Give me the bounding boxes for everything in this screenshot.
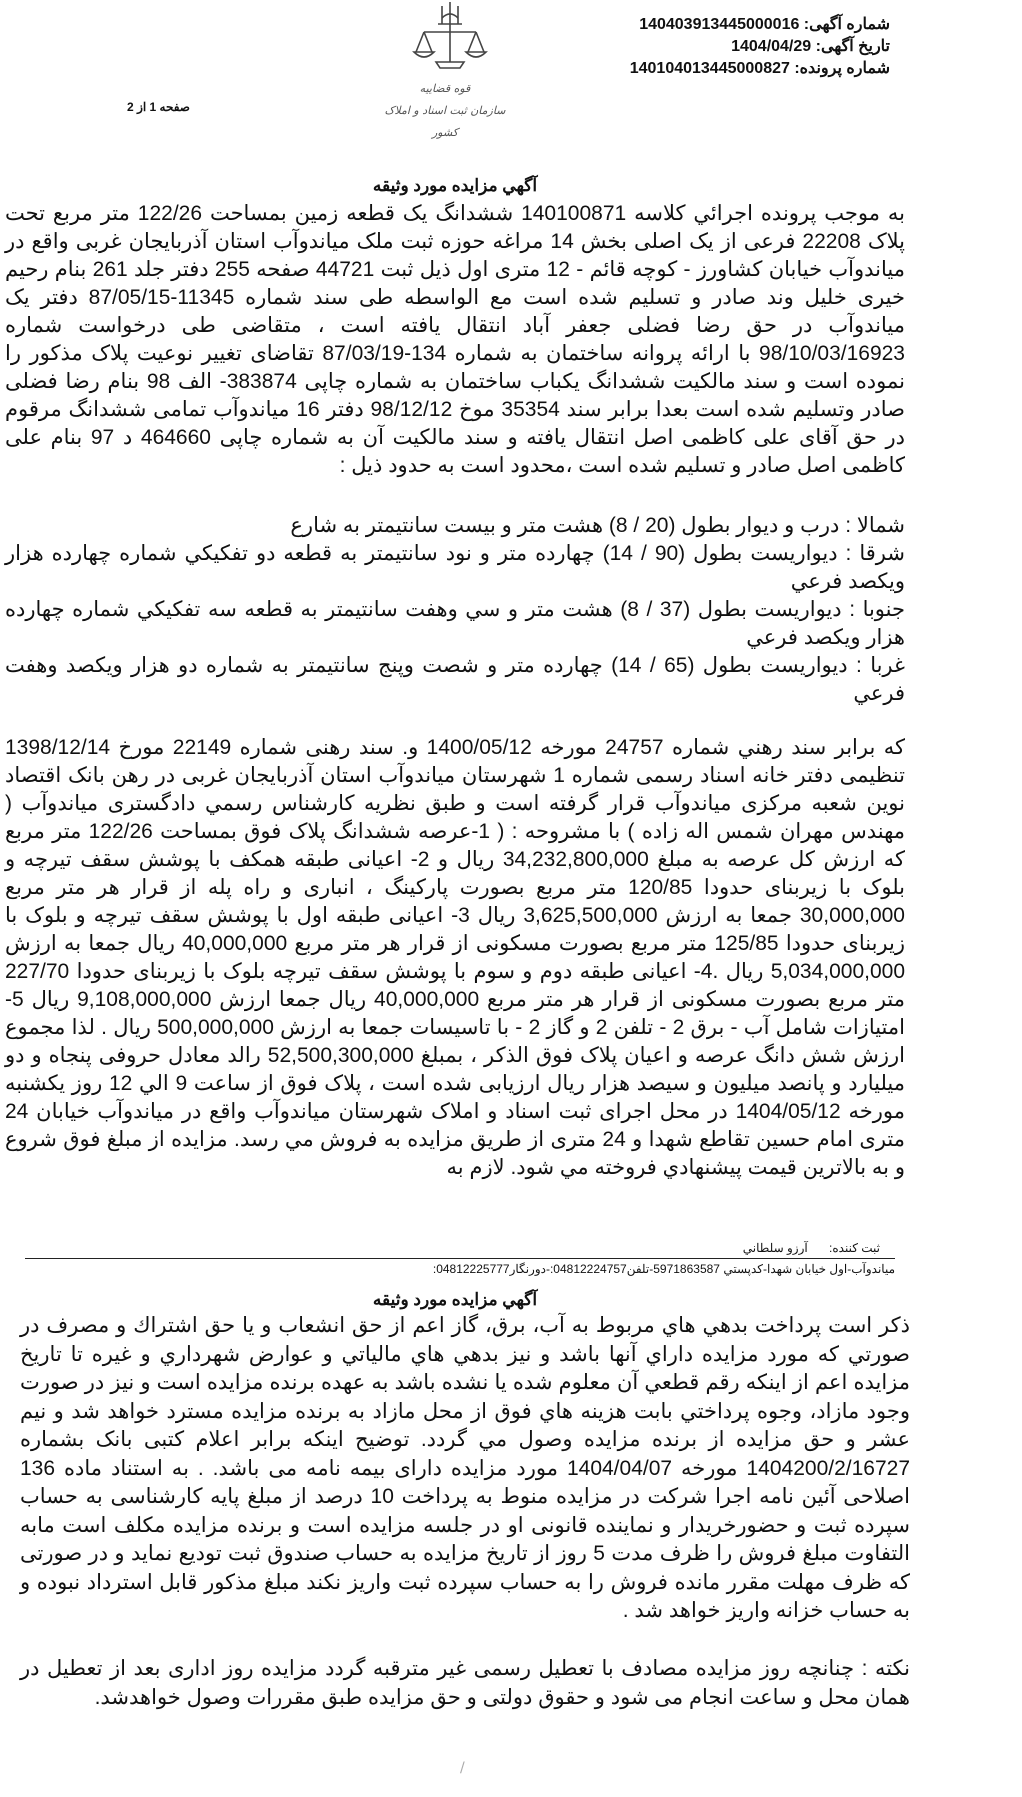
boundary-west: غربا : ديواريست بطول (65 / 14) چهارده متر و شصت وپنج سانتيمتر به شماره دو هزار ويکصد وهفت فرعي — [5, 654, 905, 705]
emblem-caption — [380, 78, 510, 144]
boundary-north: شمالا : درب و ديوار بطول (20 / 8) هشت متر و بيست سانتيمتر به شارع — [290, 514, 905, 537]
signer-line — [680, 1241, 880, 1255]
notice-2-paragraph: ذکر است پرداخت بدهي هاي مربوط به آب، برق، گاز اعم از حق انشعاب و يا حق اشتراك و مصرف در صورتي كه مورد مزايده داراي آنها باشد و نيز بدهي هاي مالياتي و عوارض شهرداري و غيره تا تاريخ مزايده اعم از اينكه رقم قطعي آن معلوم شده يا نشده باشد به عهده برنده مزايده است و نيز در صورت وجود مازاد، وجوه پرداختي بابت هزينه هاي فوق از محل مازاد به برنده مزايده مسترد خواهد شد و نيم عشر و حق مزايده از برنده مزايده وصول مي گردد. توضيح اينکه برابر اعلام کتبی بانک بشماره 1404200/2/16727 مورخه 1404/04/07 مورد مزايده دارای بيمه نامه می باشد. . به استناد ماده 136 اصلاحی آئين نامه اجرا شرکت در مزايده منوط به پرداخت 10 درصد از مبلغ پايه کارشناسی به حساب سپرده ثبت و حضورخريدار و نماينده قانونی او در جلسه مزايده است و برنده مزايده مکلف است مابه التفاوت مبلغ فروش را ظرف مدت 5 روز از تاريخ مزايده به حساب صندوق ثبت توديع نمايد و در صورتی که ظرف مهلت مقرر مانده فروش را به حساب سپرده ثبت واريز نکند مبلغ مذکور قابل استرداد نبوده و به حساب خزانه واريز خواهد شد . — [20, 1314, 911, 1622]
office-address: مياندوآب-اول خيابان شهدا-كدپستي 5971863587-تلفن04812224757:-دورنگار04812225777: — [432, 1262, 895, 1276]
mortgage-section — [5, 734, 905, 1182]
boundary-east: شرقا : ديواريست بطول (90 / 14) چهارده متر و نود سانتيمتر به قطعه دو تفکيکي شماره چهارده هزار ويکصد فرعي — [5, 542, 905, 593]
signer-label: ثبت كننده: — [829, 1241, 880, 1255]
notice-1-title: آگهي مزايده مورد وثيقه — [372, 176, 538, 195]
intro-paragraph: به موجب پرونده اجرائي كلاسه 140100871 ششدانگ يک قطعه زمين بمساحت 122/26 متر مربع تحت پلاک 22208 فرعی از يک اصلی بخش 14 مراغه حوزه ثبت ملک مياندوآب استان آذربایجان غربی واقع در میاندوآب خيابان کشاورز - کوچه قائم - 12 متری اول ذيل ثبت 44721 صفحه 255 دفتر جلد 261 بنام رحيم خيری خليل وند صادر و تسليم شده است مع الواسطه طی سند شماره 11345-87/05/15 دفتر يک مياندوآب در حق رضا فضلی جعفر آباد انتقال يافته است ، متقاضی طی درخواست شماره 98/10/03/16923 با ارائه پروانه ساختمان به شماره 134-87/03/19 تقاضای تغيير نوعيت پلاک مذکور را نموده است و سند مالکيت ششدانگ يکباب ساختمان به شماره چاپی 383874- الف 98 بنام رضا فضلی صادر وتسليم شده است بعدا برابر سند 35354 موخ 98/12/12 دفتر 16 مياندوآب تمامی ششدانگ مرقوم در حق آقای علی کاظمی اصل انتقال يافته و سند مالکيت آن به شماره چاپی 464660 د 97 بنام علی کاظمی اصل صادر و تسليم شده است ،محدود است به حدود ذيل : — [5, 202, 906, 477]
stray-mark: / — [460, 1760, 465, 1776]
signer-name: آرزو سلطاني — [742, 1241, 808, 1255]
case-number: شماره پرونده: 140104013445000827 — [629, 60, 890, 77]
emblem-line-2: سازمان ثبت اسناد و املاک کشور — [384, 104, 506, 139]
notice-1-intro — [5, 200, 905, 480]
ad-number: شماره آگهی: 140403913445000016 — [639, 16, 890, 33]
note-paragraph: نکته : چنانچه روز مزايده مصادف با تعطيل رسمی غير مترقبه گردد مزايده روز اداری بعد از تعطيل در همان محل و ساعت انجام می شود و حقوق دولتی و حق مزايده طبق مقررات وصول خواهدشد. — [20, 1657, 910, 1709]
ad-date: تاریخ آگهی: 1404/04/29 — [731, 38, 890, 55]
page-indicator: صفحه 1 از 2 — [127, 100, 190, 114]
boundaries-list — [5, 512, 905, 708]
notice-2-body — [20, 1312, 910, 1626]
ad-metadata — [600, 14, 890, 80]
divider — [25, 1258, 895, 1259]
notice-2-note — [20, 1655, 910, 1712]
boundary-south: جنوبا : ديواريست بطول (37 / 8) هشت متر و سي وهفت سانتيمتر به قطعه سه تفکيکي شماره چهارده هزار ويکصد فرعي — [5, 598, 905, 649]
emblem-line-1: قوه قضاییه — [419, 82, 471, 95]
mortgage-paragraph: كه برابر سند رهني شماره 24757 مورخه 1400/05/12 و. سند رهنی شماره 22149 مورخ 1398/12/14 تنظيمی دفتر خانه اسناد رسمی شماره 1 شهرستان مياندوآب استان آذربایجان غربی در رهن بانک اقتصاد نوين شعبه مرکزی مياندوآب قرار گرفته است و طبق نظريه کارشناس رسمي دادگستری مياندوآب ( مهندس مهران شمس اله زاده ) با مشروحه : ( 1-عرصه ششدانگ پلاک فوق بمساحت 122/26 متر مربع که ارزش کل عرصه به مبلغ 34,232,800,000 ريال و 2- اعيانی طبقه همکف با پوشش سقف تيرچه و بلوک با زيربنای حدودا 120/85 متر مربع بصورت پارکينگ ، انباری و راه پله از قرار هر متر مربع 30,000,000 جمعا به ارزش 3,625,500,000 ريال 3- اعيانی طبقه اول با پوشش سقف تيرچه و بلوک با زيربنای حدودا 125/85 متر مربع بصورت مسکونی از قرار هر متر مربع 40,000,000 ريال جمعا به ارزش 5,034,000,000 ريال .4- اعيانی طبقه دوم و سوم با پوشش سقف تيرچه بلوک با زيربنای حدودا 227/70 متر مربع بصورت مسکونی از قرار هر متر مربع 40,000,000 ريال جمعا ارزش 9,108,000,000 ريال 5-امتيازات شامل آب - برق 2 - تلفن 2 و گاز 2 - با تاسيسات جمعا به ارزش 500,000,000 ريال . لذا مجموع ارزش شش دانگ عرصه و اعيان پلاک فوق الذکر ، بمبلغ 52,500,300,000 رالد معادل حروفی پنجاه و دو ميليارد و پانصد ميليون و سيصد هزار ريال ارزيابی شده است ، پلاک فوق از ساعت 9 الي 12 روز يکشنبه مورخه 1404/05/12 در محل اجرای ثبت اسناد و املاک شهرستان مياندوآب واقع در مياندوآب خيابان 24 متری امام حسين تقاطع شهدا و 24 متری از طريق مزايده به فروش مي رسد. مزايده از مبلغ فوق شروع و به بالاترين قيمت پيشنهادي فروخته مي شود. لازم به — [5, 736, 906, 1179]
notice-2-title: آگهي مزايده مورد وثيقه — [372, 1290, 538, 1309]
